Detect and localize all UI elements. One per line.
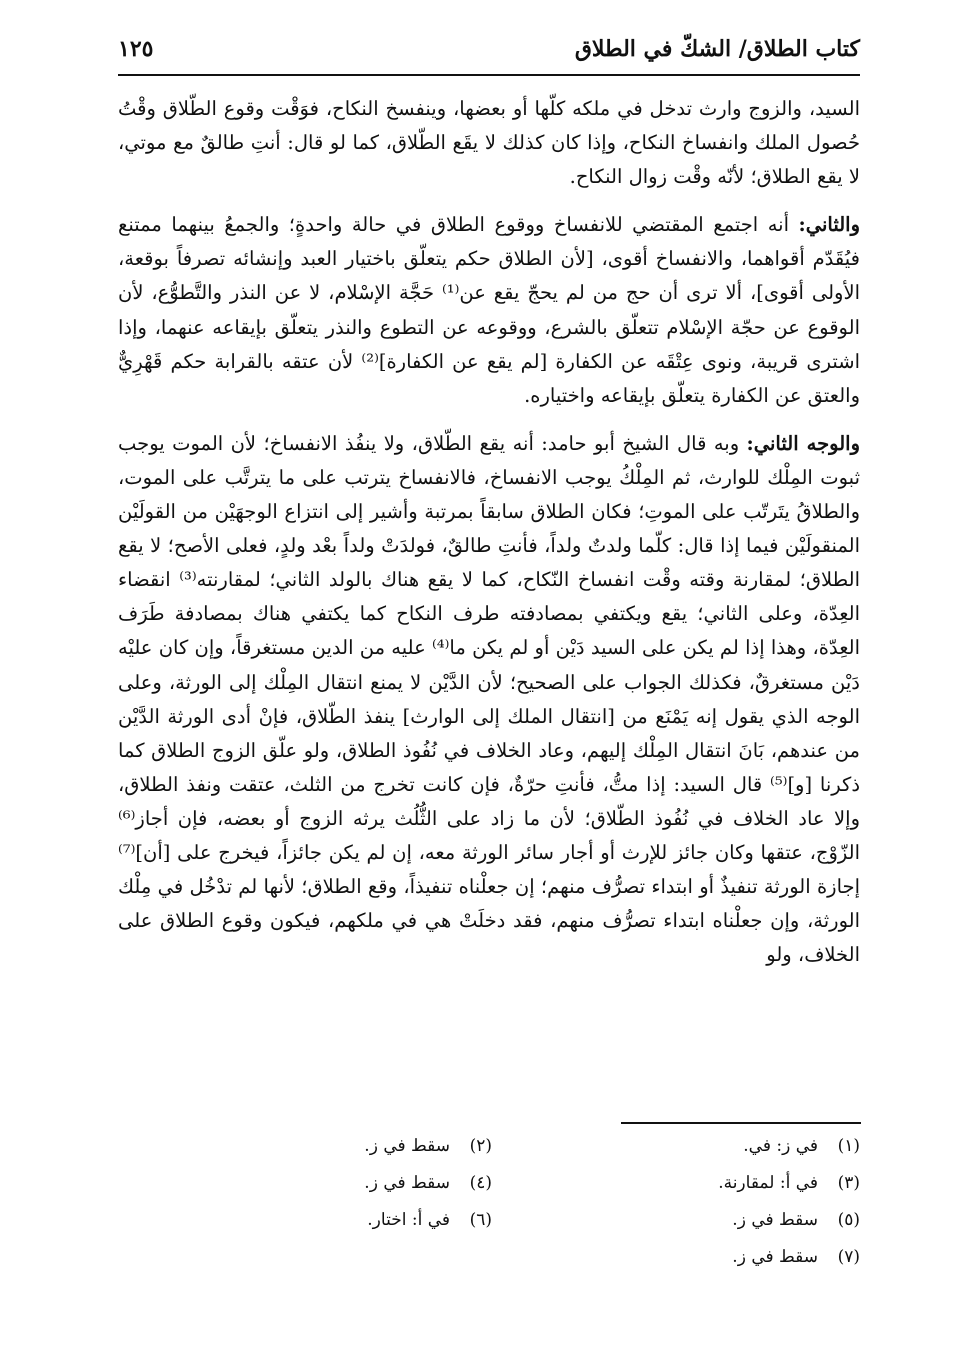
paragraph	[118, 92, 860, 194]
paragraph-lead: والثاني:	[798, 213, 860, 237]
footnote-text: سقط في ز.	[732, 1210, 818, 1230]
footnote-number: (٦)	[469, 1210, 492, 1230]
footnote-text: سقط في ز.	[364, 1136, 450, 1156]
footnote-text: في أ: اختار.	[367, 1210, 450, 1230]
paragraph-text: أنه اجتمع المقتضي للانفساخ ووقوع الطلاق في حالة واحدةٍ؛ والجمعُ بينهما ممتنع فيُقَدّم أقواهما، والانفساخ أقوى، [لأن الطلاق حكم يتعلّق باختيار العبد وإنشائه تصرفاً بوقعة، الأولى أقوى]، ألا ترى أن حج من لم يحجّ يقع عن⁽¹⁾ حَجَّة الإسْلام، لا عن النذر والتَّطوُّع، لأن الوقوع عن حجّة الإسْلام تتعلّق بالشرع، ووقوعه عن التطوع والنذر يتعلّق بإيقاعه عنهما، وإذا اشترى قريبة، ونوى عِتْقَه عن الكفارة [لم يقع عن الكفارة]⁽²⁾ لأن عتقه بالقرابة حكم قَهْرِيٌّ والعتق عن الكفارة يتعلّق بإيقاعه واختياره.	[118, 213, 860, 407]
footnote-text: في أ: لمقارنة.	[718, 1173, 818, 1193]
footnote-divider	[621, 1122, 861, 1124]
running-title: كتاب الطلاق/ الشكّ في الطلاق	[574, 36, 860, 62]
footnotes	[118, 1128, 860, 1278]
paragraph-text: وبه قال الشيخ أبو حامد: أنه يقع الطّلاق، ولا ينفُذ الانفساخ؛ لأن الموت يوجب ثبوت المِلْك للوارث، ثم المِلْكُ يوجب الانفساخ، فالانفساخ يترتب على ما يترتَّب على الموت، والطلاقُ يتَرتّب على الموتِ؛ فكان الطلاق سابقاً بمرتبة وأشير إلى انتزاع الوجهَيْن من القولَيْن المنقولَيْن فيما إذا قال: كلّما ولدتٌ ولداً، فأنتِ طالقٌ، فولدَتْ ولداً بعْد ولدٍ، فعلى الأصح؛ لا يقع الطلاق؛ لمقارنة وقته وقْت انفساخ النّكاح، كما لا يقع هناك بالولد الثاني؛ لمقارنته⁽³⁾ انقضاء العِدّة، وعلى الثاني؛ يقع ويكتفي بمصادفته طرف النكاح كما يكتفي هناك بمصادفة طَرَف العِدّة، وهذا إذا لم يكن على السيد دَيْن أو لم يكن ما⁽⁴⁾ عليه من الدين مستغرقاً، وإن كان عليْه دَيْن مستغرقٌ، فكذلك الجواب على الصحيح؛ لأن الدَّيْن لا يمنع انتقال المِلْك إلى الورثة، وعلى الوجه الذي يقول إنه يَمْنَع من [انتقال الملك إلى الوارث] ينفذ الطّلاق، فإنْ أدى الورثة الدَّيْن من عندهم، بَانَ انتقال المِلْك إليهم، وعاد الخلاف في نُفُوذ الطلاق، ولو علّق الزوج الطلاق كما ذكرنا [و]⁽⁵⁾ قال السيد: إذا متُّ، فأنتِ حرّةٌ، فإن كانت تخرج من الثلث، عتقت ونفذ الطلاق، وإلا عاد الخلاف في نُفُوذ الطّلاق؛ لأن ما زاد على الثُّلُث يرثه الزوج أو بعضه، فإن أجاز⁽⁶⁾ الزّوْج، عتقها وكان جائز للإرث أو أجار سائر الورثة معه، إن لم يكن جائزاً، فيخرج على [أن]⁽⁷⁾ إجازة الورثة تنفيذٌ أو ابتداء تصرُّف منهم؛ إن جعلْناه تنفيذاً، وقع الطلاق؛ لأنها لم تدْخُل في مِلْك الورثة، وإن جعلْناه ابتداء تصرُّف منهم، فقد دخلَتْ هي في ملكهم، فيكون وقوع الطلاق على الخلاف، ولو	[118, 431, 861, 967]
footnote-number: (٤)	[469, 1173, 492, 1193]
footnote-number: (٥)	[837, 1210, 860, 1230]
footnote-3	[718, 1165, 860, 1202]
footnote-number: (٣)	[837, 1173, 860, 1193]
footnote-number: (١)	[837, 1136, 860, 1156]
footnote-4	[364, 1165, 492, 1202]
footnote-2	[364, 1128, 492, 1165]
footnote-1	[743, 1128, 860, 1165]
paragraph	[118, 208, 860, 413]
page-header	[118, 34, 860, 76]
footnote-text: في ز: في.	[743, 1136, 818, 1156]
footnote-text: سقط في ز.	[364, 1173, 450, 1193]
footnote-number: (٢)	[469, 1136, 492, 1156]
paragraph-lead: والوجه الثاني:	[746, 431, 860, 455]
footnote-text: سقط في ز.	[732, 1247, 818, 1267]
footnote-5	[732, 1202, 860, 1239]
main-text	[118, 92, 860, 986]
paragraph-text: السيد، والزوج وارث تدخل في ملكه كلّها أو بعضها، وينفسخ النكاح، فوَقْت وقوع الطّلاق وقْتُ حُصول الملك وانفساخ النكاح، وإذا كان كذلك لا يقَع الطّلاق، كما لو قال: أنتِ طالقٌ مع موتي، لا يقع الطلاق؛ لأنّه وقْت زوال النكاح.	[118, 97, 860, 189]
page-number: ١٢٥	[118, 36, 154, 62]
footnote-6	[367, 1202, 492, 1239]
paragraph	[118, 427, 860, 973]
footnote-7	[732, 1239, 860, 1276]
footnote-number: (٧)	[837, 1247, 860, 1267]
